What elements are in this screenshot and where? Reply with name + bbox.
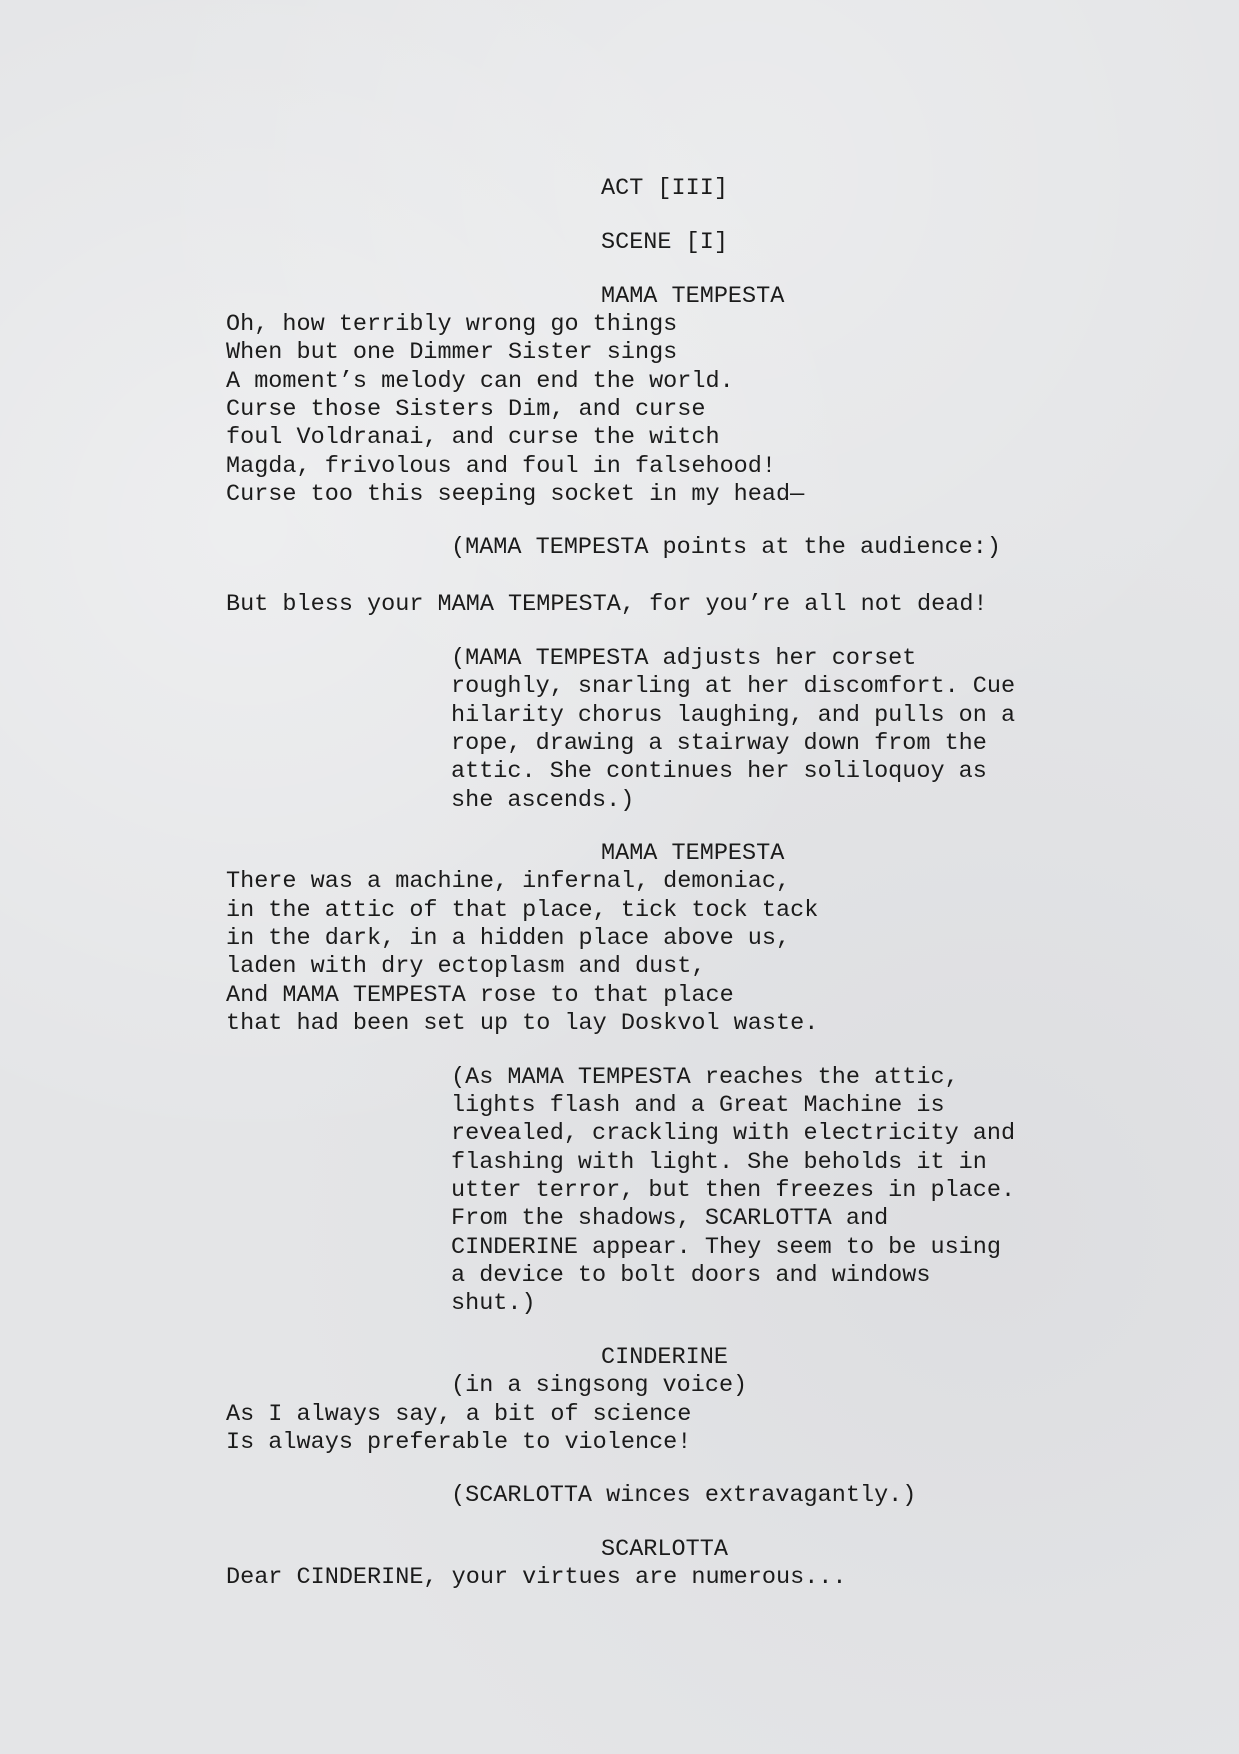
stage-direction: lights flash and a Great Machine is	[451, 1092, 945, 1119]
stage-direction: From the shadows, SCARLOTTA and	[451, 1205, 889, 1232]
character-name: MAMA TEMPESTA	[601, 840, 785, 867]
stage-direction: hilarity chorus laughing, and pulls on a	[451, 702, 1016, 729]
stage-direction: CINDERINE appear. They seem to be using	[451, 1234, 1001, 1261]
dialogue-line: But bless your MAMA TEMPESTA, for you’re all not dead!	[226, 591, 988, 618]
dialogue-line: When but one Dimmer Sister sings	[226, 339, 678, 366]
stage-direction: revealed, crackling with electricity and	[451, 1120, 1016, 1147]
stage-direction: shut.)	[451, 1290, 536, 1317]
character-name: SCARLOTTA	[601, 1536, 728, 1563]
dialogue-line: in the attic of that place, tick tock tack	[226, 897, 819, 924]
stage-direction: rope, drawing a stairway down from the	[451, 730, 987, 757]
stage-direction: a device to bolt doors and windows	[451, 1262, 931, 1289]
dialogue-line: in the dark, in a hidden place above us,	[226, 925, 791, 952]
stage-direction: flashing with light. She beholds it in	[451, 1149, 987, 1176]
stage-direction: (MAMA TEMPESTA adjusts her corset	[451, 645, 917, 672]
scene-heading: SCENE [I]	[601, 229, 728, 256]
dialogue-line: As I always say, a bit of science	[226, 1401, 692, 1428]
act-heading: ACT [III]	[601, 175, 728, 202]
dialogue-line: A moment’s melody can end the world.	[226, 368, 734, 395]
dialogue-line: Curse too this seeping socket in my head—	[226, 481, 805, 508]
stage-direction: she ascends.)	[451, 787, 635, 814]
dialogue-line: foul Voldranai, and curse the witch	[226, 424, 720, 451]
stage-direction: attic. She continues her soliloquoy as	[451, 758, 987, 785]
dialogue-line: that had been set up to lay Doskvol waste.	[226, 1010, 819, 1037]
stage-direction: (MAMA TEMPESTA points at the audience:)	[451, 534, 1001, 561]
dialogue-line: Dear CINDERINE, your virtues are numerous...	[226, 1564, 847, 1591]
stage-direction: utter terror, but then freezes in place.	[451, 1177, 1016, 1204]
stage-direction: (As MAMA TEMPESTA reaches the attic,	[451, 1064, 959, 1091]
stage-direction: (SCARLOTTA winces extravagantly.)	[451, 1482, 917, 1509]
character-name: CINDERINE	[601, 1344, 728, 1371]
dialogue-line: laden with dry ectoplasm and dust,	[226, 953, 706, 980]
stage-direction: roughly, snarling at her discomfort. Cue	[451, 673, 1016, 700]
dialogue-line: Magda, frivolous and foul in falsehood!	[226, 453, 776, 480]
dialogue-line: There was a machine, infernal, demoniac,	[226, 868, 791, 895]
dialogue-line: Is always preferable to violence!	[226, 1429, 692, 1456]
character-name: MAMA TEMPESTA	[601, 283, 785, 310]
dialogue-line: Oh, how terribly wrong go things	[226, 311, 678, 338]
dialogue-line: Curse those Sisters Dim, and curse	[226, 396, 706, 423]
dialogue-line: And MAMA TEMPESTA rose to that place	[226, 982, 734, 1009]
parenthetical: (in a singsong voice)	[451, 1372, 748, 1399]
